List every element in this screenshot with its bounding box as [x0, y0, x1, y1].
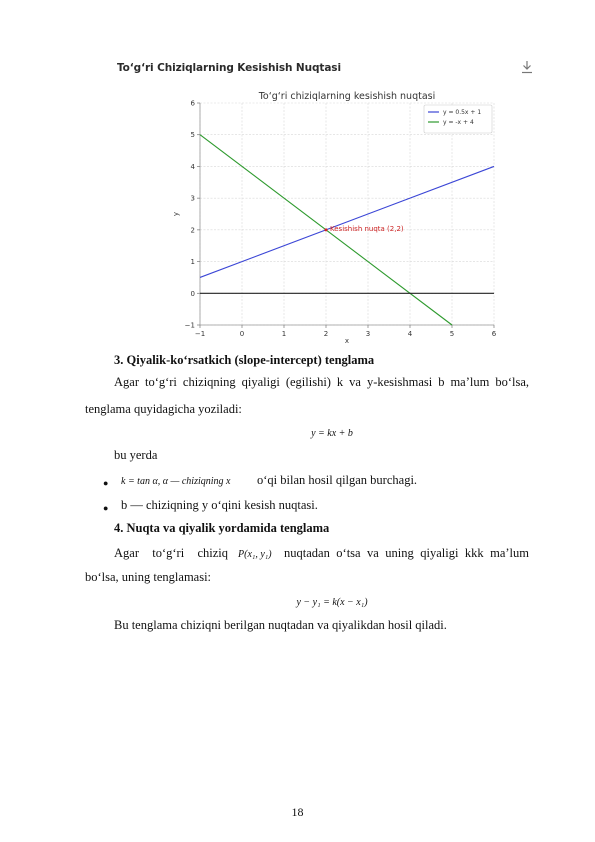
x-tick-label: 1	[281, 330, 287, 338]
formula-point-slope: y − y₁ = k(x − x₁)	[296, 597, 368, 608]
where-text: bu yerda	[114, 448, 158, 462]
y-tick-label: 0	[190, 289, 195, 298]
x-tick-label: 0	[239, 330, 245, 338]
x-tick-label: 4	[407, 330, 413, 338]
y-tick-label: 4	[190, 162, 195, 171]
section4-para-line2: bo‘lsa, uning tenglamasi:	[85, 570, 212, 584]
series-line-1	[200, 166, 494, 277]
y-tick-label: 2	[190, 226, 195, 235]
section4-para-start: Agar to‘g‘ri chiziq	[114, 546, 228, 560]
y-tick-label: 3	[190, 194, 195, 203]
figure-header	[117, 60, 533, 78]
intersection-label: Kesishish nuqta (2,2)	[330, 224, 404, 233]
chart-svg	[168, 88, 504, 343]
chart	[168, 88, 504, 343]
section4-closing: Bu tenglama chiziqni berilgan nuqtadan va qiyalikdan hosil qiladi.	[114, 618, 447, 632]
x-tick-label: −1	[194, 330, 206, 338]
section3-para-line2: tenglama quyidagicha yoziladi:	[85, 402, 242, 416]
y-tick-label: 6	[190, 99, 195, 108]
section4-para-end: nuqtadan o‘tsa va uning qiyaligi kkk ma’lum	[284, 546, 529, 560]
intersection-point	[325, 228, 328, 231]
legend-label: y = 0.5x + 1	[443, 109, 482, 116]
x-tick-label: 2	[323, 330, 329, 338]
y-axis-label: y	[172, 211, 180, 217]
x-tick-label: 3	[365, 330, 371, 338]
x-axis-label: x	[344, 337, 350, 343]
y-tick-label: −1	[184, 321, 195, 330]
bullet-dot: ●	[103, 503, 109, 513]
legend-label: y = -x + 4	[443, 119, 474, 126]
figure-title: To‘g‘ri Chiziqlarning Kesishish Nuqtasi	[117, 62, 341, 74]
download-icon[interactable]	[521, 60, 533, 74]
point-math: P(x₁, y₁)	[238, 549, 272, 560]
y-tick-label: 5	[190, 131, 195, 140]
section3-para-line1: Agar to‘g‘ri chiziqning qiyaligi (egilishi) k va y-kesishmasi b ma’lum bo‘lsa,	[114, 375, 529, 389]
x-tick-label: 6	[491, 330, 497, 338]
section3-heading: 3. Qiyalik-ko‘rsatkich (slope-intercept) tenglama	[114, 353, 375, 367]
bullet1-math: k = tan α, α — chiziqning x	[121, 476, 231, 487]
chart-title: To‘g‘ri chiziqlarning kesishish nuqtasi	[258, 91, 436, 102]
formula-slope-intercept: y = kx + b	[311, 428, 353, 439]
section4-heading: 4. Nuqta va qiyalik yordamida tenglama	[114, 521, 330, 535]
page-number: 18	[291, 805, 304, 819]
bullet2-text: b — chiziqning y o‘qini kesish nuqtasi.	[121, 498, 318, 512]
bullet-dot: ●	[103, 478, 109, 488]
y-tick-label: 1	[190, 258, 195, 267]
bullet1-text: o‘qi bilan hosil qilgan burchagi.	[257, 473, 418, 487]
x-tick-label: 5	[449, 330, 455, 338]
